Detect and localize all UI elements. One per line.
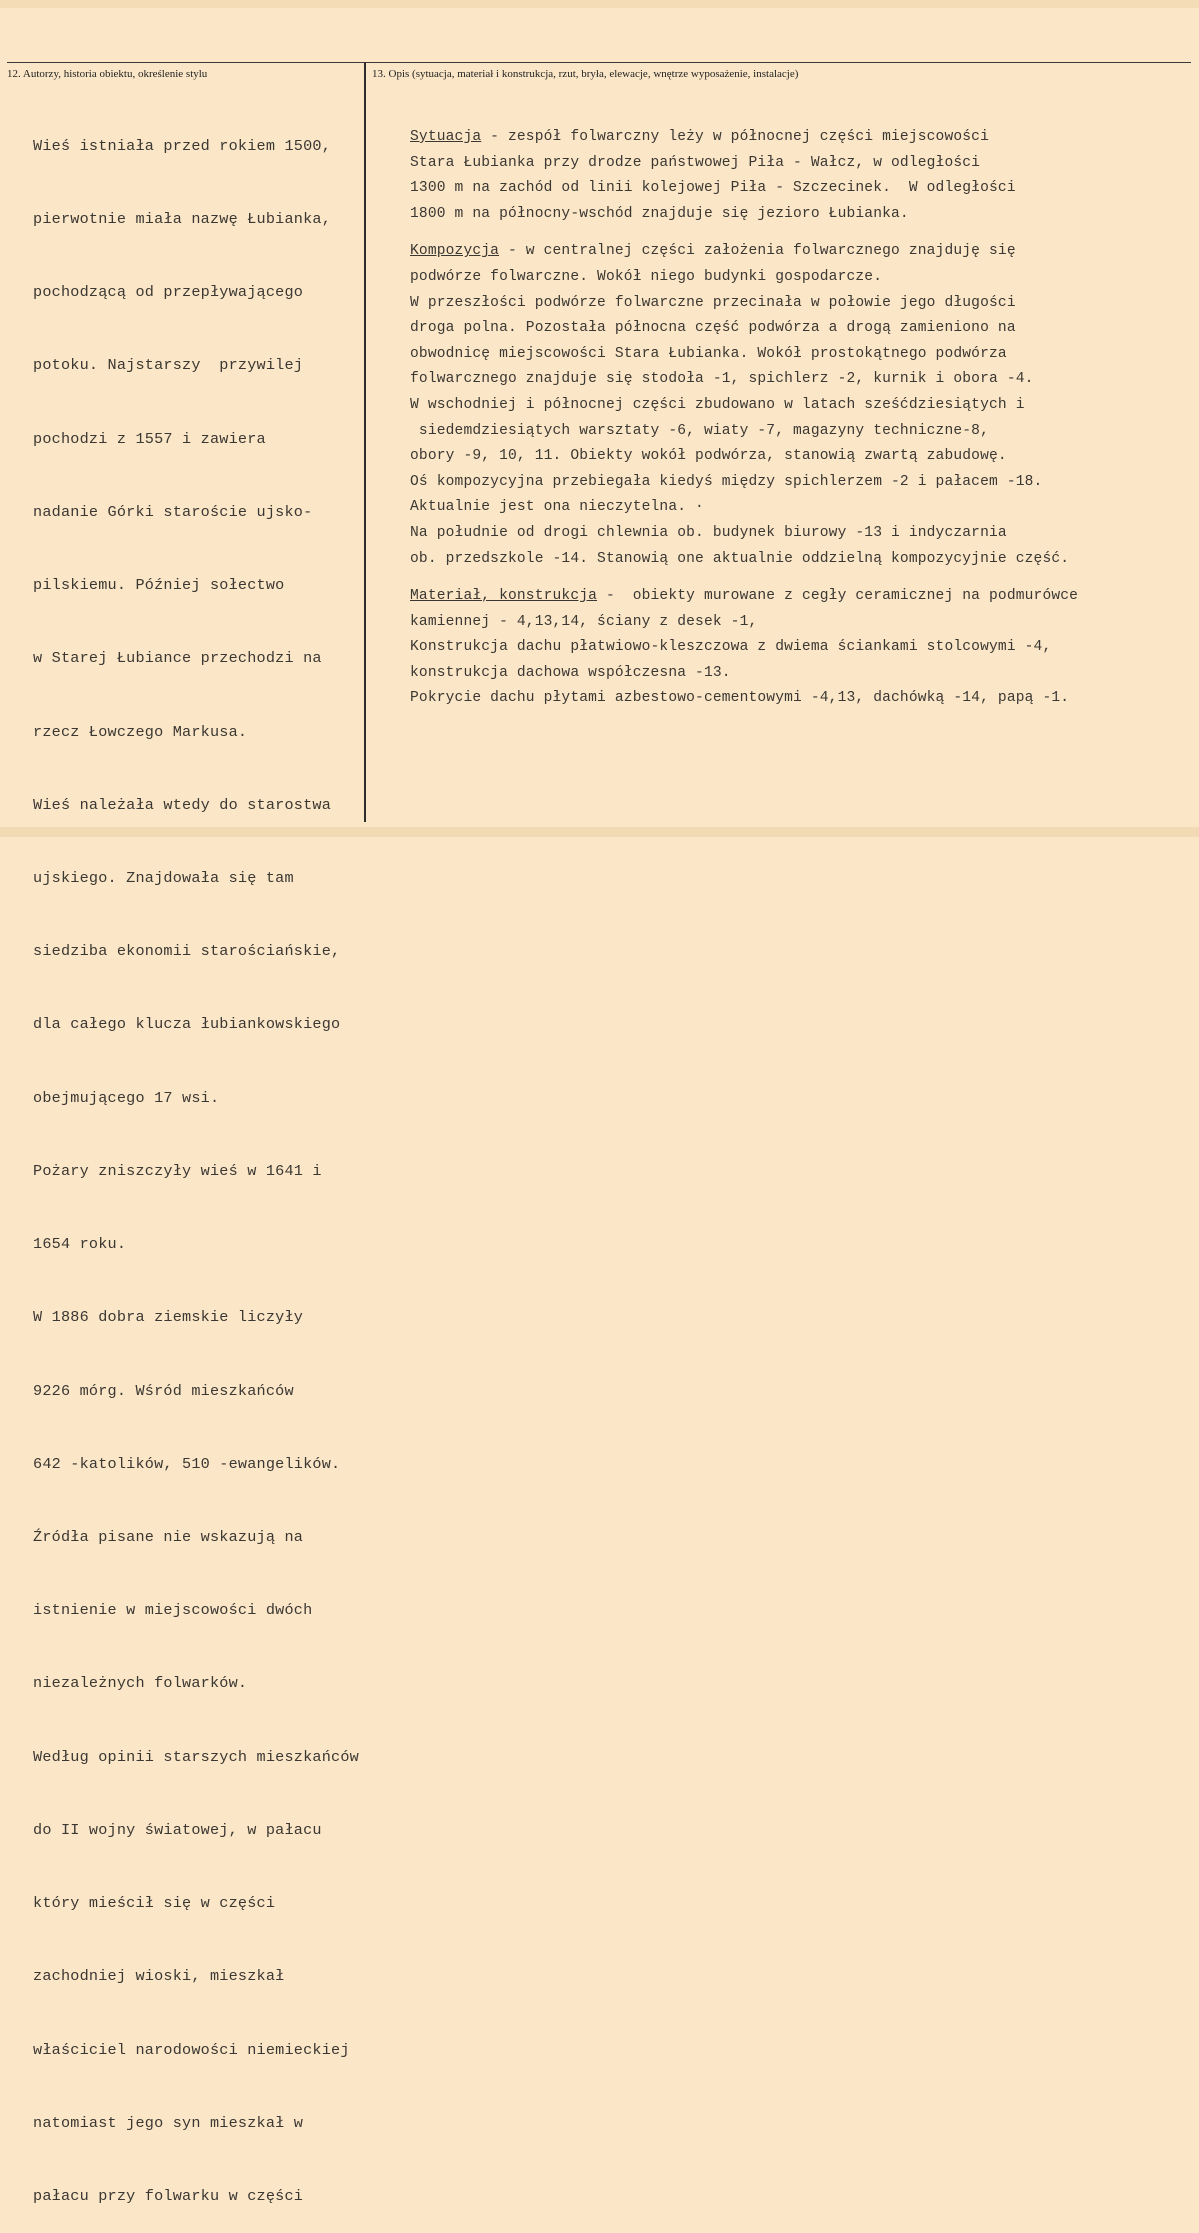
form-horizontal-rule: [7, 62, 1191, 63]
kompozycja-line: podwórze folwarczne. Wokół niego budynki gospodarcze.: [410, 268, 883, 285]
history-line: pałacu przy folwarku w części: [33, 2186, 304, 2205]
history-line: Wieś istniała przed rokiem 1500,: [33, 136, 332, 155]
kompozycja-first-line: [410, 239, 1190, 265]
kompozycja-line: folwarcznego znajduje się stodoła -1, spichlerz -2, kurnik i obora -4.: [410, 371, 1034, 388]
history-line: pierwotnie miała nazwę Łubianka,: [33, 210, 332, 229]
kompozycja-heading: Kompozycja: [410, 243, 500, 260]
material-line: konstrukcja dachowa współczesna -13.: [410, 664, 731, 681]
history-line: natomiast jego syn mieszkał w: [33, 2113, 304, 2132]
history-column: [33, 85, 373, 2233]
history-line: pochodzącą od przepływającego: [33, 283, 304, 302]
kompozycja-line: W przeszłości podwórze folwarczne przecinała w połowie jego długości: [410, 294, 1016, 311]
sytuacja-heading: Sytuacja: [410, 129, 482, 145]
material-paragraph: [410, 584, 1190, 712]
history-line: nadanie Górki staroście ujsko-: [33, 502, 313, 521]
sytuacja-line: 1300 m na zachód od linii kolejowej Piła - Szczecinek. W odległości: [410, 180, 1016, 197]
history-line: właściciel narodowości niemieckiej: [33, 2040, 350, 2059]
kompozycja-line: obory -9, 10, 11. Obiekty wokół podwórza, stanowią zwartą zabudowę.: [410, 448, 1007, 465]
material-line: Pokrycie dachu płytami azbestowo-cementowymi -4,13, dachówką -14, papą -1.: [410, 690, 1070, 707]
history-line: 1654 roku.: [33, 1235, 127, 1254]
history-line: siedziba ekonomii starościańskie,: [33, 942, 341, 961]
history-line: Według opinii starszych mieszkańców: [33, 1747, 359, 1766]
history-line: pilskiemu. Później sołectwo: [33, 576, 285, 595]
history-line: pochodzi z 1557 i zawiera: [33, 429, 266, 448]
kompozycja-line: droga polna. Pozostała północna część podwórza a drogą zamieniono na: [410, 320, 1016, 337]
history-line: istnienie w miejscowości dwóch: [33, 1601, 313, 1620]
history-line: obejmującego 17 wsi.: [33, 1088, 220, 1107]
history-line: Pożary zniszczyły wieś w 1641 i: [33, 1161, 322, 1180]
history-line: który mieścił się w części: [33, 1894, 276, 1913]
sytuacja-line: Stara Łubianka przy drodze państwowej Piła - Wałcz, w odległości: [410, 154, 981, 171]
material-line: Konstrukcja dachu płatwiowo-kleszczowa z dwiema ściankami stolcowymi -4,: [410, 639, 1052, 656]
history-line: w Starej Łubiance przechodzi na: [33, 649, 322, 668]
history-line: rzecz Łowczego Markusa.: [33, 722, 248, 741]
description-column: [410, 125, 1190, 724]
history-line: 642 -katolików, 510 -ewangelików.: [33, 1454, 341, 1473]
paper-top-edge: [0, 0, 1199, 8]
history-line: do II wojny światowej, w pałacu: [33, 1820, 322, 1839]
sytuacja-first-text: - zespół folwarczny leży w północnej części miejscowości: [481, 129, 990, 145]
history-line: Wieś należała wtedy do starostwa: [33, 795, 332, 814]
history-line: potoku. Najstarszy przywilej: [33, 356, 304, 375]
kompozycja-line: Aktualnie jest ona nieczytelna. ·: [410, 499, 704, 516]
material-first-line: [410, 584, 1190, 610]
history-line: ujskiego. Znajdowała się tam: [33, 869, 294, 887]
sytuacja-line: 1800 m na północny-wschód znajduje się jezioro Łubianka.: [410, 205, 909, 222]
history-line: zachodniej wioski, mieszkał: [33, 1967, 285, 1986]
history-line: W 1886 dobra ziemskie liczyły: [33, 1308, 304, 1327]
history-line: dla całego klucza łubiankowskiego: [33, 1015, 341, 1034]
kompozycja-line: siedemdziesiątych warsztaty -6, wiaty -7, magazyny techniczne-8,: [410, 422, 989, 439]
kompozycja-line: W wschodniej i północnej części zbudowano w latach sześćdziesiątych i: [410, 396, 1025, 413]
history-line: Źródła pisane nie wskazują na: [33, 1527, 304, 1546]
field-12-label: 12. Autorzy, historia obiektu, określenie stylu: [7, 68, 208, 80]
material-line: kamiennej - 4,13,14, ściany z desek -1,: [410, 613, 758, 630]
material-heading: Materiał, konstrukcja: [410, 588, 598, 605]
field-13-label: 13. Opis (sytuacja, materiał i konstrukcja, rzut, bryła, elewacje, wnętrze wyposażenie, instalacje): [372, 68, 799, 80]
sytuacja-paragraph: [410, 125, 1190, 227]
material-first-text: - obiekty murowane z cegły ceramicznej na podmurówce: [597, 588, 1079, 605]
kompozycja-paragraph: [410, 239, 1190, 572]
kompozycja-line: ob. przedszkole -14. Stanowią one aktualnie oddzielną kompozycyjnie część.: [410, 550, 1070, 567]
kompozycja-line: Oś kompozycyjna przebiegała kiedyś między spichlerzem -2 i pałacem -18.: [410, 473, 1043, 490]
kompozycja-line: Na południe od drogi chlewnia ob. budynek biurowy -13 i indyczarnia: [410, 524, 1007, 541]
history-line: 9226 mórg. Wśród mieszkańców: [33, 1381, 294, 1400]
history-line: niezależnych folwarków.: [33, 1674, 248, 1693]
kompozycja-line: obwodnicę miejscowości Stara Łubianka. Wokół prostokątnego podwórza: [410, 345, 1007, 362]
sytuacja-first-line: [410, 125, 1190, 151]
kompozycja-first-text: - w centralnej części założenia folwarcznego znajduję się: [499, 243, 1016, 260]
